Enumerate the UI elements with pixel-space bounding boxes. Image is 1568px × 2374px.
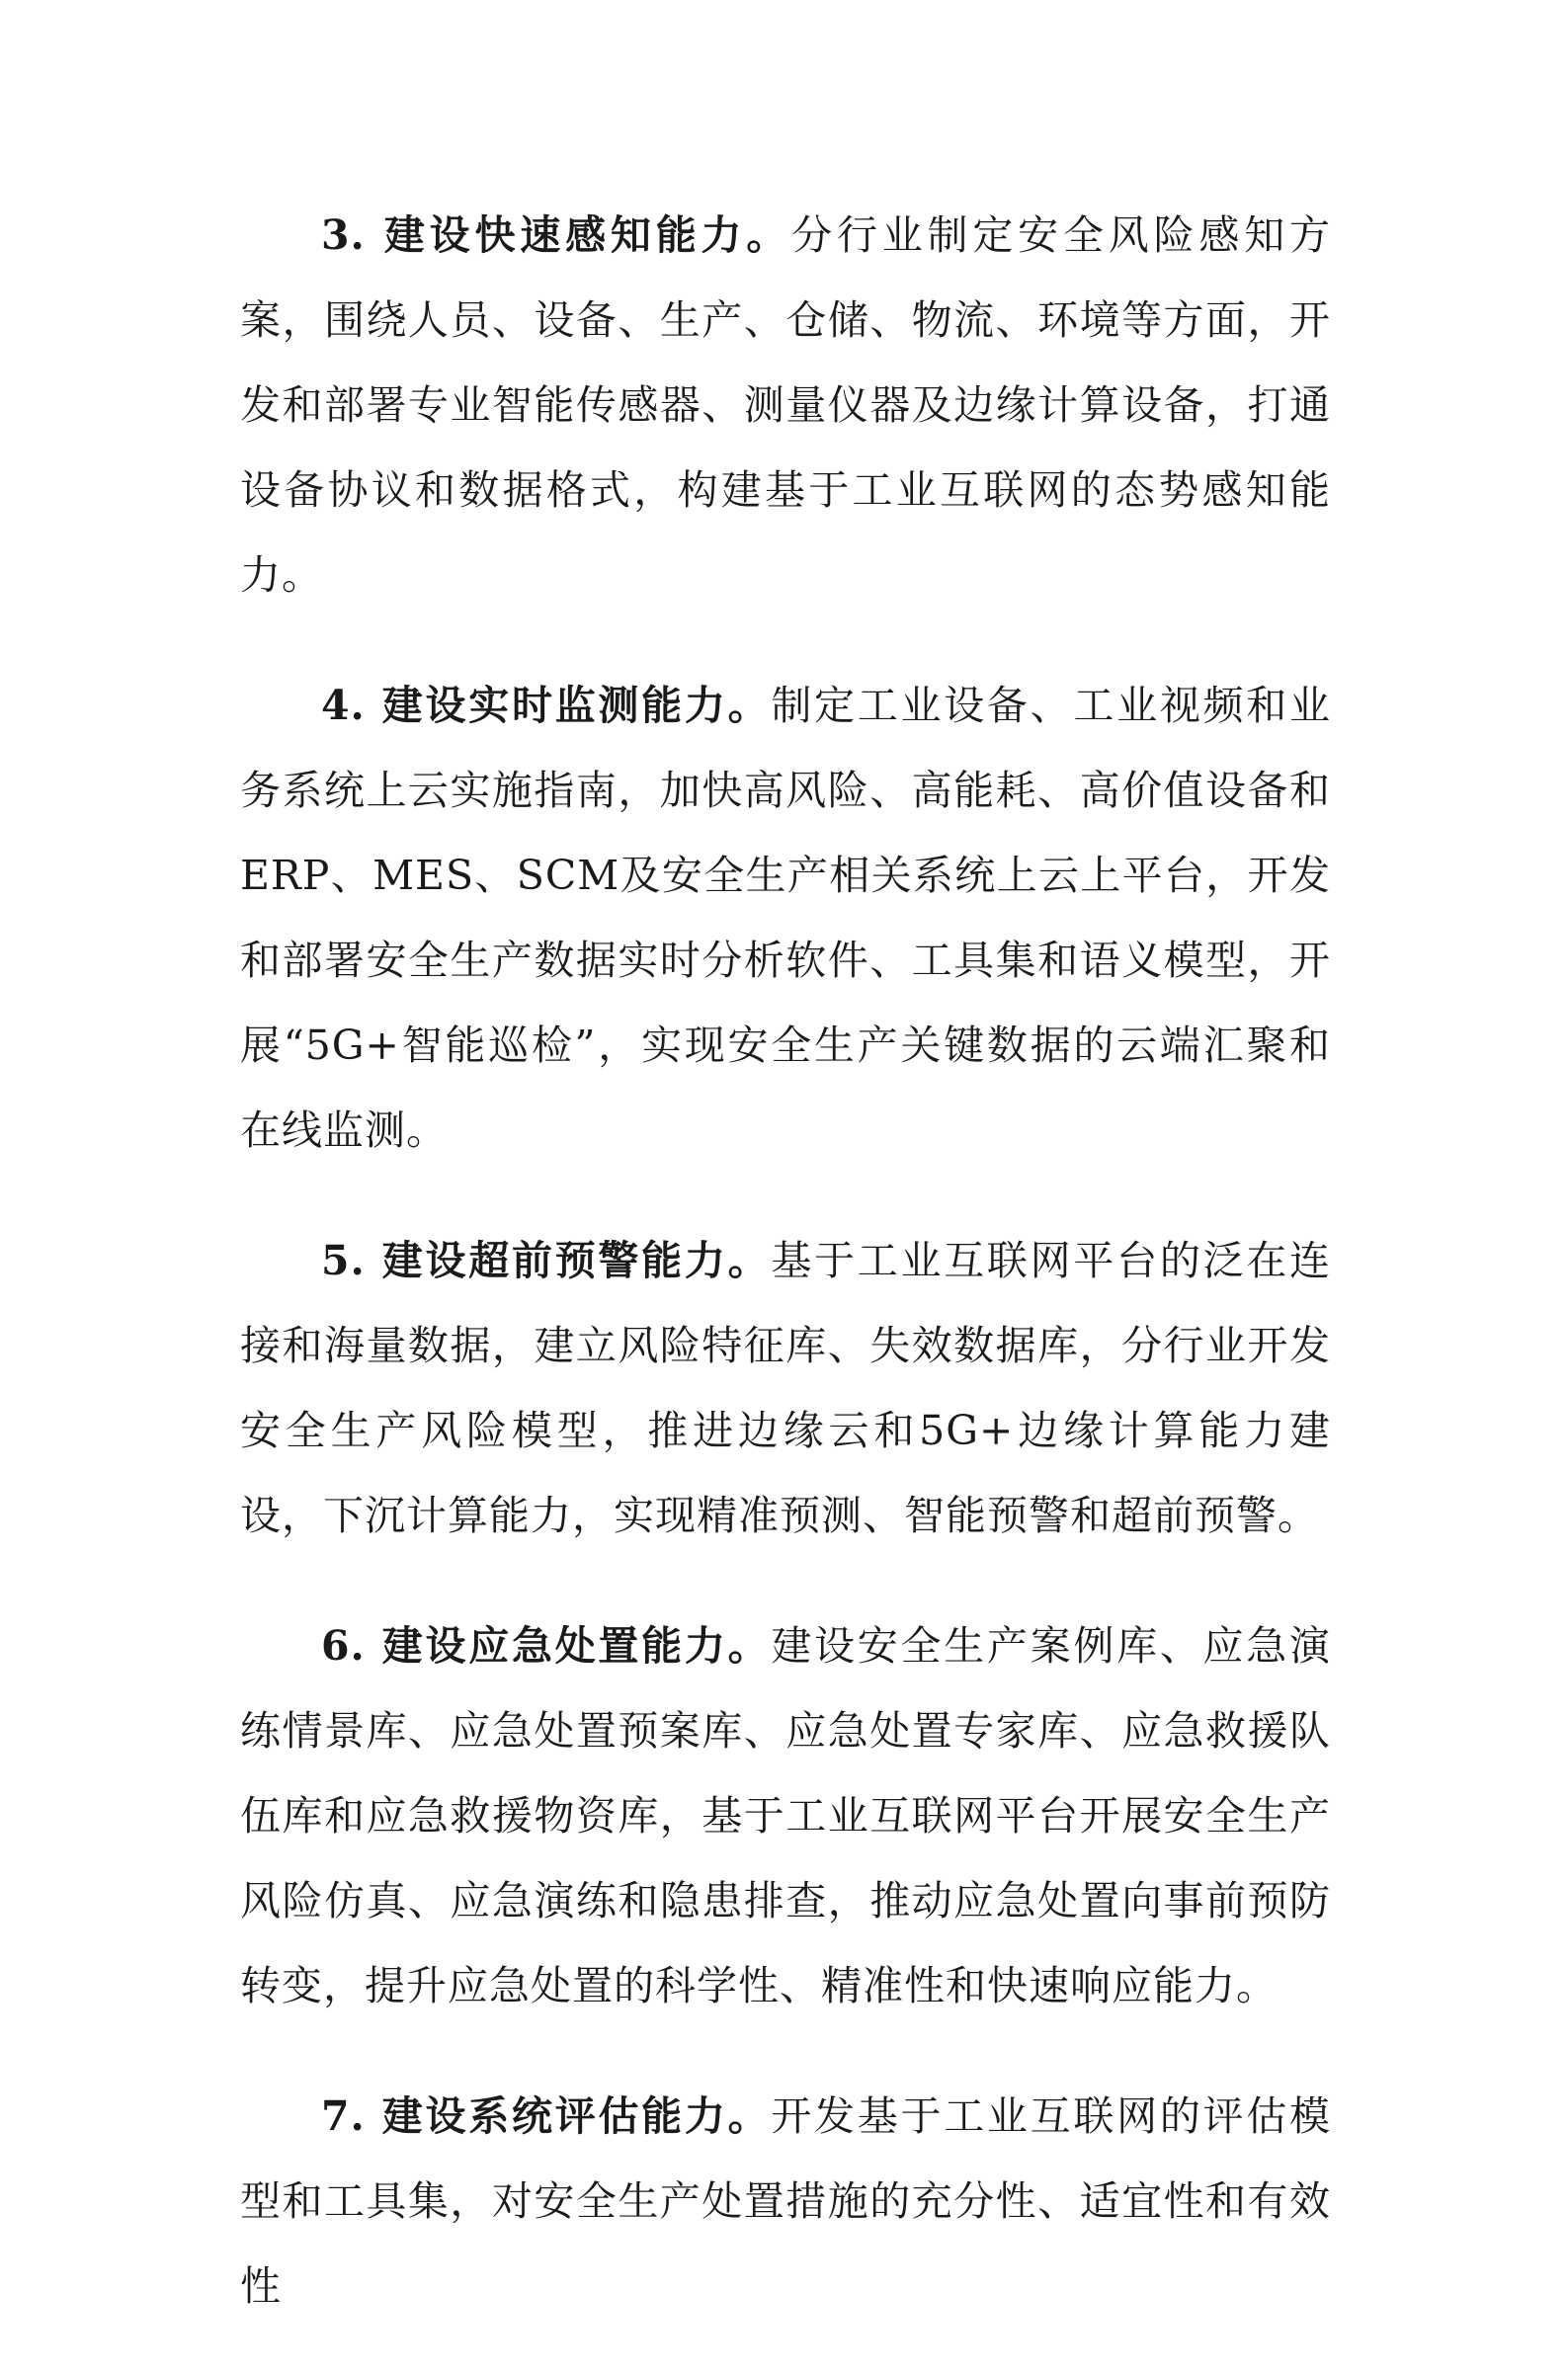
paragraph-item-5: [240, 1218, 1331, 1558]
paragraph-item-7: [240, 2074, 1331, 2329]
paragraph-item-4: [240, 663, 1331, 1173]
paragraph-heading: 4. 建设实时监测能力。: [321, 682, 772, 729]
paragraph-body: 建设安全生产案例库、应急演练情景库、应急处置预案库、应急处置专家库、应急救援队伍库和应急救援物资库，基于工业互联网平台开展安全生产风险仿真、应急演练和隐患排查，推动应急处置向事前预防转变，提升应急处置的科学性、精准性和快速响应能力。: [240, 1622, 1331, 2009]
paragraph-heading: 6. 建设应急处置能力。: [321, 1622, 772, 1670]
paragraph-body: 分行业制定安全风险感知方案，围绕人员、设备、生产、仓储、物流、环境等方面，开发和部署专业智能传感器、测量仪器及边缘计算设备，打通设备协议和数据格式，构建基于工业互联网的态势感知能力。: [240, 211, 1332, 599]
paragraph-heading: 5. 建设超前预警能力。: [321, 1237, 772, 1284]
document-page: [240, 193, 1331, 2374]
paragraph-body: 开发基于工业互联网的评估模型和工具集，对安全生产处置措施的充分性、适宜性和有效性: [240, 2092, 1331, 2310]
paragraph-heading: 7. 建设系统评估能力。: [321, 2092, 772, 2140]
paragraph-item-6: [240, 1603, 1331, 2028]
paragraph-body: 制定工业设备、工业视频和业务系统上云实施指南，加快高风险、高能耗、高价值设备和ERP、MES、SCM及安全生产相关系统上云上平台，开发和部署安全生产数据实时分析软件、工具集和语义模型，开展“5G+智能巡检”，实现安全生产关键数据的云端汇聚和在线监测。: [240, 682, 1331, 1154]
paragraph-body: 基于工业互联网平台的泛在连接和海量数据，建立风险特征库、失效数据库，分行业开发安全生产风险模型，推进边缘云和5G+边缘计算能力建设，下沉计算能力，实现精准预测、智能预警和超前预警。: [240, 1237, 1331, 1539]
paragraph-item-3: [240, 193, 1331, 617]
paragraph-heading: 3. 建设快速感知能力。: [321, 211, 792, 259]
